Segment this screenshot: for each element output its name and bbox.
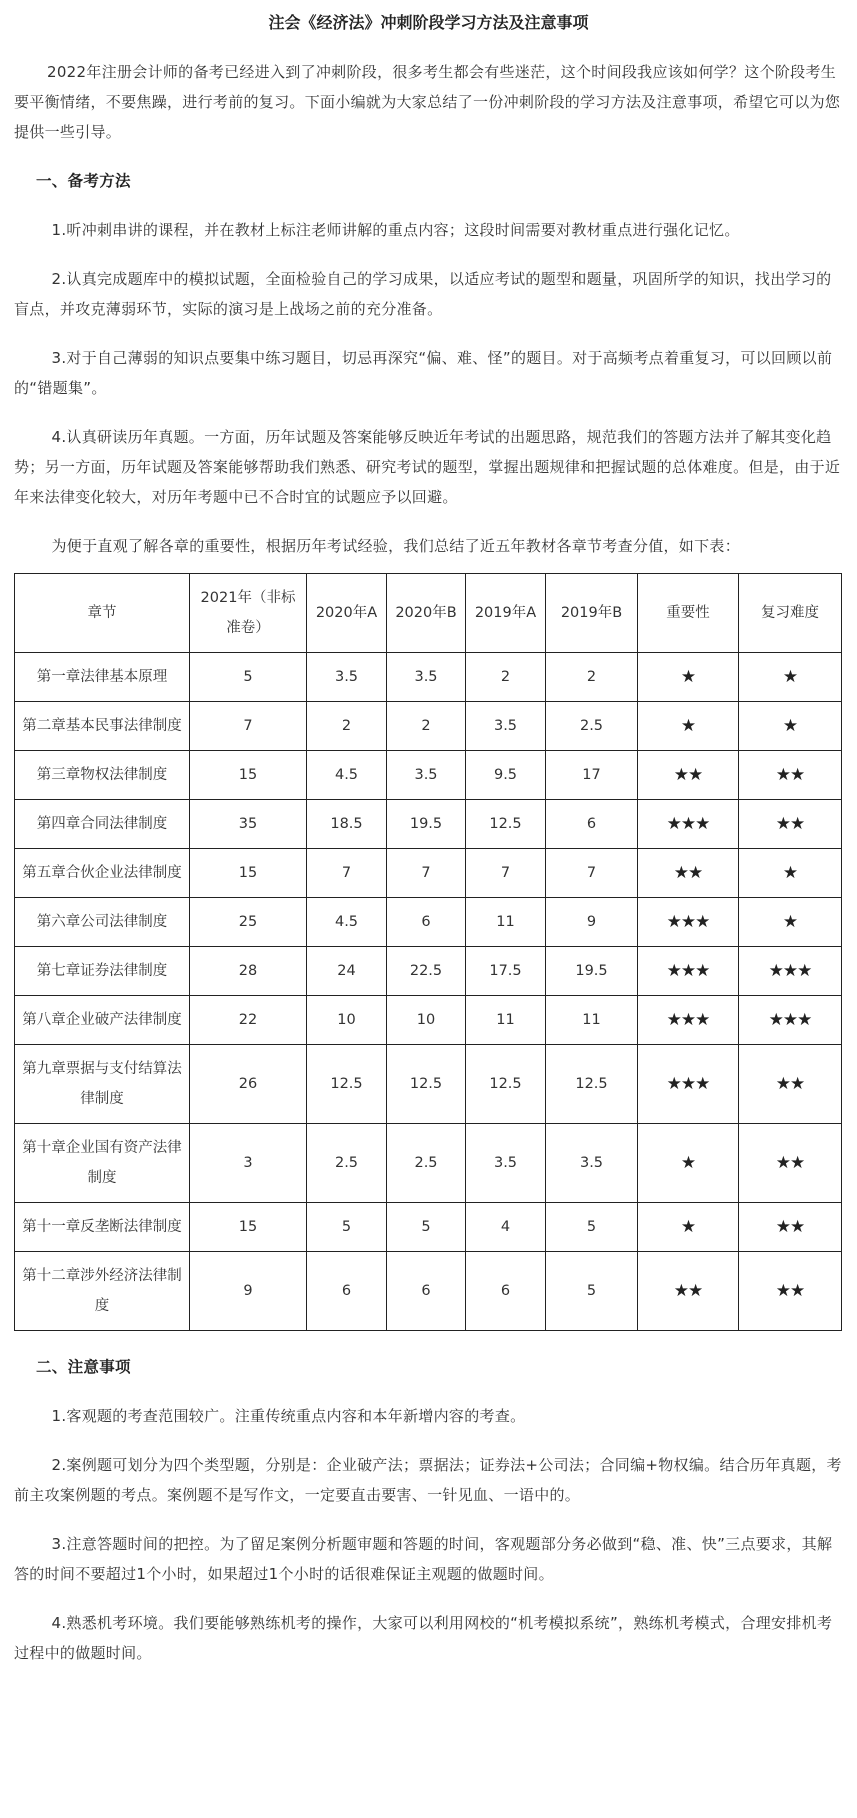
table-row	[15, 1203, 842, 1252]
score-2019b: 17	[546, 751, 638, 800]
score-2019a: 7	[466, 849, 546, 898]
difficulty-stars: ★	[739, 702, 842, 751]
table-row	[15, 751, 842, 800]
table-row	[15, 653, 842, 702]
difficulty-stars: ★★	[739, 1124, 842, 1203]
score-2021: 26	[190, 1045, 307, 1124]
article-title: 注会《经济法》冲刺阶段学习方法及注意事项	[268, 13, 589, 32]
table-row	[15, 1045, 842, 1124]
prep-item: 4.认真研读历年真题。一方面，历年试题及答案能够反映近年考试的出题思路，规范我们的答题方法并了解其变化趋势；另一方面，历年试题及答案能够帮助我们熟悉、研究考试的题型，掌握出题规律和把握试题的总体难度。但是，由于近年来法律变化较大，对历年考题中已不合时宜的试题应予以回避。	[14, 428, 841, 506]
score-2020a: 6	[307, 1252, 387, 1331]
score-2020a: 18.5	[307, 800, 387, 849]
chapter-cell: 第八章企业破产法律制度	[15, 996, 190, 1045]
chapter-cell: 第一章法律基本原理	[15, 653, 190, 702]
score-2020a: 2	[307, 702, 387, 751]
score-2020b: 12.5	[387, 1045, 466, 1124]
score-2020a: 12.5	[307, 1045, 387, 1124]
score-2020a: 4.5	[307, 898, 387, 947]
score-2020b: 6	[387, 1252, 466, 1331]
score-2019a: 12.5	[466, 800, 546, 849]
score-2019a: 4	[466, 1203, 546, 1252]
difficulty-stars: ★	[739, 849, 842, 898]
chapter-cell: 第六章公司法律制度	[15, 898, 190, 947]
table-intro: 为便于直观了解各章的重要性，根据历年考试经验，我们总结了近五年教材各章节考查分值，如下表：	[51, 537, 741, 555]
table-row	[15, 947, 842, 996]
column-header: 2019年B	[546, 574, 638, 653]
score-2021: 15	[190, 1203, 307, 1252]
score-2020b: 2.5	[387, 1124, 466, 1203]
chapter-cell: 第五章合伙企业法律制度	[15, 849, 190, 898]
score-2019a: 3.5	[466, 1124, 546, 1203]
score-2021: 25	[190, 898, 307, 947]
note-item: 3.注意答题时间的把控。为了留足案例分析题审题和答题的时间，客观题部分务必做到“稳、准、快”三点要求，其解答的时间不要超过1个小时，如果超过1个小时的话很难保证主观题的做题时间。	[14, 1535, 833, 1583]
importance-stars: ★★★	[638, 898, 739, 947]
score-2019b: 9	[546, 898, 638, 947]
chapter-cell: 第四章合同法律制度	[15, 800, 190, 849]
score-2019a: 17.5	[466, 947, 546, 996]
score-2019b: 5	[546, 1203, 638, 1252]
importance-stars: ★	[638, 653, 739, 702]
section-heading-prep-methods: 一、备考方法	[36, 172, 131, 190]
score-2021: 9	[190, 1252, 307, 1331]
score-2020a: 4.5	[307, 751, 387, 800]
table-row	[15, 898, 842, 947]
score-2020a: 10	[307, 996, 387, 1045]
intro-paragraph: 2022年注册会计师的备考已经进入到了冲刺阶段，很多考生都会有些迷茫，这个时间段我应该如何学？这个阶段考生要平衡情绪，不要焦躁，进行考前的复习。下面小编就为大家总结了一份冲刺阶段的学习方法及注意事项，希望它可以为您提供一些引导。	[14, 63, 841, 141]
score-2020a: 5	[307, 1203, 387, 1252]
score-2020a: 2.5	[307, 1124, 387, 1203]
score-2020b: 3.5	[387, 751, 466, 800]
score-2019a: 2	[466, 653, 546, 702]
chapter-cell: 第十一章反垄断法律制度	[15, 1203, 190, 1252]
note-item: 2.案例题可划分为四个类型题，分别是：企业破产法；票据法；证券法+公司法；合同编+物权编。结合历年真题，考前主攻案例题的考点。案例题不是写作文，一定要直击要害、一针见血、一语中的。	[14, 1456, 842, 1504]
prep-item: 1.听冲刺串讲的课程，并在教材上标注老师讲解的重点内容；这段时间需要对教材重点进行强化记忆。	[51, 221, 740, 239]
table-header-row	[15, 574, 842, 653]
chapter-cell: 第七章证券法律制度	[15, 947, 190, 996]
chapter-cell: 第十二章涉外经济法律制度	[15, 1252, 190, 1331]
score-2019a: 3.5	[466, 702, 546, 751]
score-2019b: 5	[546, 1252, 638, 1331]
table-row	[15, 1252, 842, 1331]
score-2020b: 2	[387, 702, 466, 751]
chapter-cell: 第十章企业国有资产法律制度	[15, 1124, 190, 1203]
importance-stars: ★	[638, 1203, 739, 1252]
score-2019b: 12.5	[546, 1045, 638, 1124]
column-header: 2020年A	[307, 574, 387, 653]
note-item: 1.客观题的考查范围较广。注重传统重点内容和本年新增内容的考查。	[51, 1407, 526, 1425]
column-header: 复习难度	[739, 574, 842, 653]
table-row	[15, 1124, 842, 1203]
importance-stars: ★★	[638, 849, 739, 898]
difficulty-stars: ★★	[739, 1045, 842, 1124]
importance-stars: ★★	[638, 1252, 739, 1331]
table-row	[15, 702, 842, 751]
score-2020a: 24	[307, 947, 387, 996]
importance-stars: ★★★	[638, 1045, 739, 1124]
section-heading-notes: 二、注意事项	[36, 1358, 131, 1376]
importance-stars: ★	[638, 1124, 739, 1203]
chapter-cell: 第九章票据与支付结算法律制度	[15, 1045, 190, 1124]
note-item: 4.熟悉机考环境。我们要能够熟练机考的操作，大家可以利用网校的“机考模拟系统”，熟练机考模式，合理安排机考过程中的做题时间。	[14, 1614, 833, 1662]
column-header: 2020年B	[387, 574, 466, 653]
score-2019b: 19.5	[546, 947, 638, 996]
importance-stars: ★★★	[638, 800, 739, 849]
score-2019b: 2.5	[546, 702, 638, 751]
score-2020b: 19.5	[387, 800, 466, 849]
score-2020b: 7	[387, 849, 466, 898]
difficulty-stars: ★★	[739, 1252, 842, 1331]
score-2021: 28	[190, 947, 307, 996]
score-2021: 15	[190, 849, 307, 898]
score-2021: 22	[190, 996, 307, 1045]
score-2021: 3	[190, 1124, 307, 1203]
score-2019b: 7	[546, 849, 638, 898]
score-2019a: 11	[466, 996, 546, 1045]
score-2019b: 11	[546, 996, 638, 1045]
score-2019b: 6	[546, 800, 638, 849]
difficulty-stars: ★	[739, 898, 842, 947]
score-2020b: 22.5	[387, 947, 466, 996]
importance-stars: ★★	[638, 751, 739, 800]
column-header: 2019年A	[466, 574, 546, 653]
score-2019b: 3.5	[546, 1124, 638, 1203]
score-2019a: 6	[466, 1252, 546, 1331]
score-2020b: 10	[387, 996, 466, 1045]
score-2020b: 3.5	[387, 653, 466, 702]
table-row	[15, 849, 842, 898]
prep-item: 2.认真完成题库中的模拟试题，全面检验自己的学习成果，以适应考试的题型和题量，巩固所学的知识，找出学习的盲点，并攻克薄弱环节，实际的演习是上战场之前的充分准备。	[14, 270, 832, 318]
difficulty-stars: ★★	[739, 800, 842, 849]
score-2021: 35	[190, 800, 307, 849]
table-row	[15, 996, 842, 1045]
difficulty-stars: ★★★	[739, 947, 842, 996]
score-2021: 5	[190, 653, 307, 702]
score-2020b: 5	[387, 1203, 466, 1252]
difficulty-stars: ★	[739, 653, 842, 702]
prep-item: 3.对于自己薄弱的知识点要集中练习题目，切忌再深究“偏、难、怪”的题目。对于高频考点着重复习，可以回顾以前的“错题集”。	[14, 349, 833, 397]
importance-stars: ★★★	[638, 947, 739, 996]
column-header: 章节	[15, 574, 190, 653]
difficulty-stars: ★★	[739, 751, 842, 800]
importance-stars: ★	[638, 702, 739, 751]
chapter-cell: 第二章基本民事法律制度	[15, 702, 190, 751]
importance-stars: ★★★	[638, 996, 739, 1045]
score-2021: 7	[190, 702, 307, 751]
column-header: 2021年（非标准卷）	[190, 574, 307, 653]
score-2020a: 3.5	[307, 653, 387, 702]
score-2020b: 6	[387, 898, 466, 947]
column-header: 重要性	[638, 574, 739, 653]
difficulty-stars: ★★★	[739, 996, 842, 1045]
chapter-score-table	[14, 573, 842, 1331]
score-2019a: 11	[466, 898, 546, 947]
score-2020a: 7	[307, 849, 387, 898]
difficulty-stars: ★★	[739, 1203, 842, 1252]
score-2019a: 12.5	[466, 1045, 546, 1124]
score-2019b: 2	[546, 653, 638, 702]
chapter-cell: 第三章物权法律制度	[15, 751, 190, 800]
score-2019a: 9.5	[466, 751, 546, 800]
table-row	[15, 800, 842, 849]
score-2021: 15	[190, 751, 307, 800]
